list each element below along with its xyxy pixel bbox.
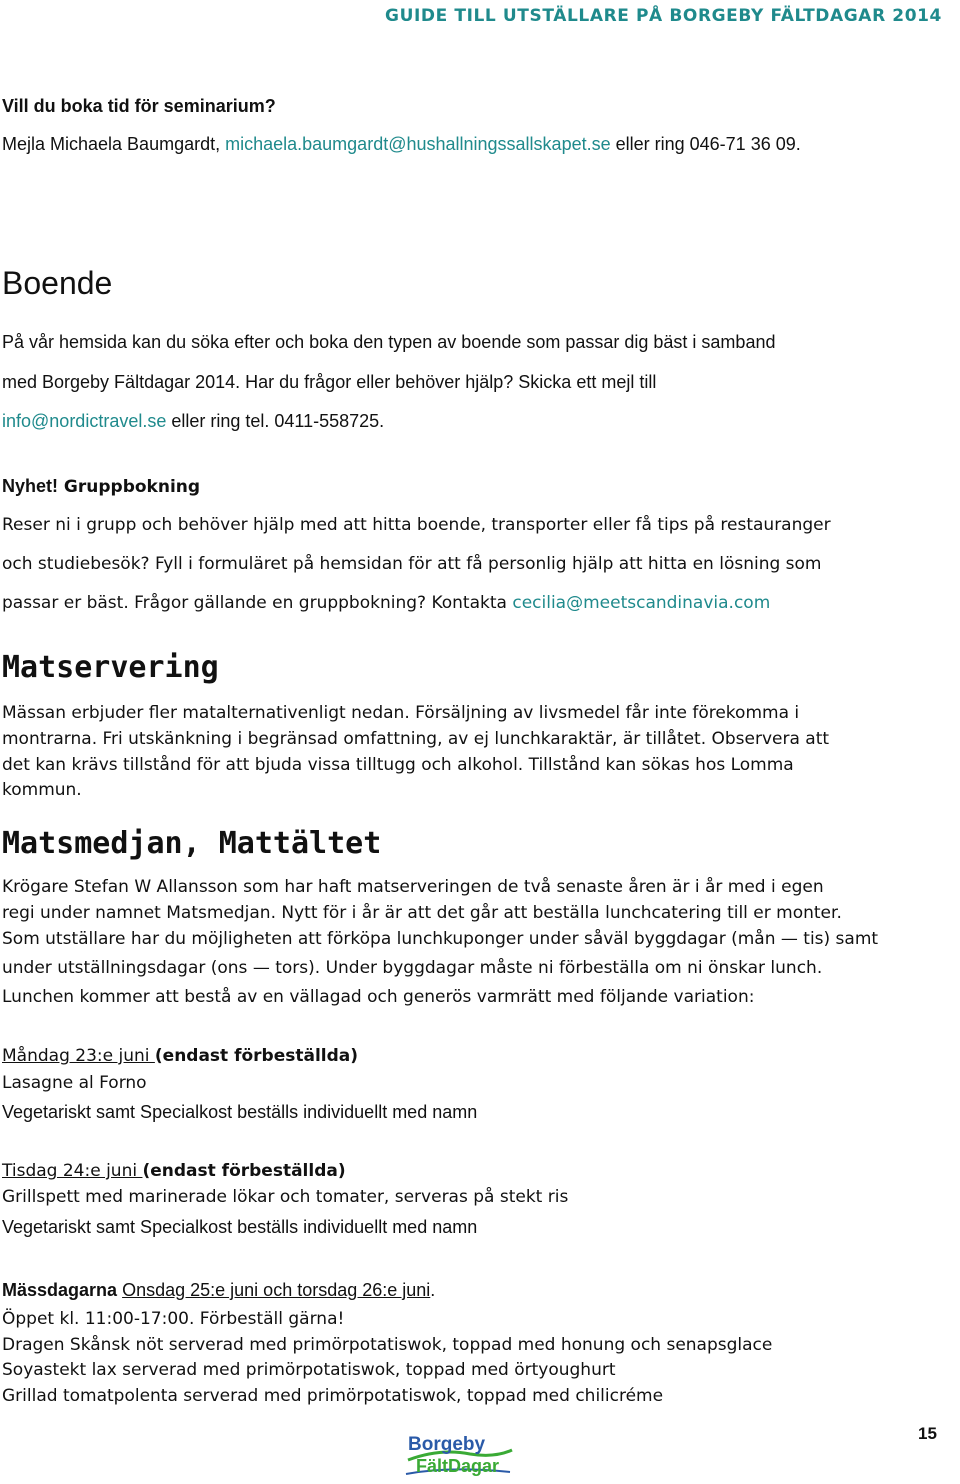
tuesday-heading xyxy=(2,1161,346,1181)
seminar-contact xyxy=(2,134,801,155)
monday-item-2: Vegetariskt samt Specialkost beställs individuellt med namn xyxy=(2,1102,478,1122)
matservering-line-2: montrarna. Fri utskänkning i begränsad omfattning, av ej lunchkaraktär, är tillåtet. Observera att xyxy=(2,729,830,749)
fair-days-item-2: Soyastekt lax serverad med primörpotatiswok, toppad med örtyoughurt xyxy=(2,1360,616,1380)
fair-days-hours: Öppet kl. 11:00-17:00. Förbeställ gärna! xyxy=(2,1309,345,1329)
fair-days-heading xyxy=(2,1280,435,1301)
matservering-line-4: kommun. xyxy=(2,780,82,800)
nyhet-line-3-text: passar er bäst. Frågor gällande en gruppbokning? Kontakta xyxy=(2,593,513,613)
seminar-contact-suffix: eller ring 046-71 36 09. xyxy=(610,134,801,154)
fair-days-period: . xyxy=(430,1280,436,1300)
nyhet-title: Gruppbokning xyxy=(58,477,201,497)
matsmedjan-heading: Matsmedjan, Mattältet xyxy=(2,826,382,861)
boende-phone: eller ring tel. 0411-558725. xyxy=(166,411,385,431)
logo-graphic-icon xyxy=(400,1430,516,1480)
nyhet-line-3 xyxy=(2,593,770,613)
matservering-heading: Matservering xyxy=(2,650,219,685)
monday-item-1: Lasagne al Forno xyxy=(2,1073,147,1093)
tuesday-date: Tisdag 24:e juni xyxy=(2,1161,143,1181)
seminar-question: Vill du boka tid för seminarium? xyxy=(2,96,276,116)
page-number: 15 xyxy=(918,1424,937,1443)
monday-heading xyxy=(2,1046,358,1066)
nyhet-email-link[interactable]: cecilia@meetscandinavia.com xyxy=(512,593,771,613)
fair-days-item-1: Dragen Skånsk nöt serverad med primörpotatiswok, toppad med honung och senapsglace xyxy=(2,1335,773,1355)
tuesday-note: (endast förbeställda) xyxy=(142,1161,346,1181)
seminar-contact-prefix: Mejla Michaela Baumgardt, xyxy=(2,134,226,154)
monday-note: (endast förbeställda) xyxy=(154,1046,359,1066)
borgeby-faltdagar-logo xyxy=(400,1430,516,1480)
boende-line-3 xyxy=(2,411,384,432)
nyhet-label: Nyhet! xyxy=(2,476,59,496)
fair-days-item-3: Grillad tomatpolenta serverad med primörpotatiswok, toppad med chilicréme xyxy=(2,1386,664,1406)
boende-heading: Boende xyxy=(2,265,113,301)
nyhet-heading xyxy=(2,476,200,497)
matservering-line-1: Mässan erbjuder fler matalternativenligt nedan. Försäljning av livsmedel får inte förekomma i xyxy=(2,703,800,723)
logo-line-1: Borgeby xyxy=(408,1434,486,1455)
fair-days-label: Mässdagarna xyxy=(2,1280,118,1300)
matsmedjan-line-2: regi under namnet Matsmedjan. Nytt för i år är att det går att beställa lunchcatering till er monter. xyxy=(2,903,842,923)
nyhet-line-2: och studiebesök? Fyll i formuläret på hemsidan för att få personlig hjälp att hitta en lösning som xyxy=(2,554,822,574)
matsmedjan-line-5: Lunchen kommer att bestå av en vällagad och generös varmrätt med följande variation: xyxy=(2,987,755,1007)
tuesday-item-2: Vegetariskt samt Specialkost beställs individuellt med namn xyxy=(2,1217,478,1237)
monday-date: Måndag 23:e juni xyxy=(2,1046,155,1066)
matsmedjan-line-3: Som utställare har du möjligheten att förköpa lunchkuponger under såväl byggdagar (mån — tis) samt xyxy=(2,929,879,949)
tuesday-item-1: Grillspett med marinerade lökar och tomater, serveras på stekt ris xyxy=(2,1187,569,1207)
seminar-email-link[interactable]: michaela.baumgardt@hushallningssallskapet.se xyxy=(225,134,611,154)
fair-days-dates: Onsdag 25:e juni och torsdag 26:e juni xyxy=(122,1280,431,1300)
boende-line-1: På vår hemsida kan du söka efter och boka den typen av boende som passar dig bäst i samband xyxy=(2,332,776,352)
matsmedjan-line-4: under utställningsdagar (ons — tors). Under byggdagar måste ni förbeställa om ni önskar lunch. xyxy=(2,958,823,978)
boende-line-2: med Borgeby Fältdagar 2014. Har du frågor eller behöver hjälp? Skicka ett mejl till xyxy=(2,372,657,392)
nyhet-line-1: Reser ni i grupp och behöver hjälp med att hitta boende, transporter eller få tips på restauranger xyxy=(2,515,831,535)
matsmedjan-line-1: Krögare Stefan W Allansson som har haft matserveringen de två senaste åren är i år med i egen xyxy=(2,877,824,897)
document-header: GUIDE TILL UTSTÄLLARE PÅ BORGEBY FÄLTDAGAR 2014 xyxy=(385,6,942,26)
boende-email-link[interactable]: info@nordictravel.se xyxy=(2,411,167,431)
logo-line-2: FältDagar xyxy=(416,1456,500,1476)
matservering-line-3: det kan krävs tillstånd för att bjuda vissa tilltugg och alkohol. Tillstånd kan sökas hos Lomma xyxy=(2,755,794,775)
